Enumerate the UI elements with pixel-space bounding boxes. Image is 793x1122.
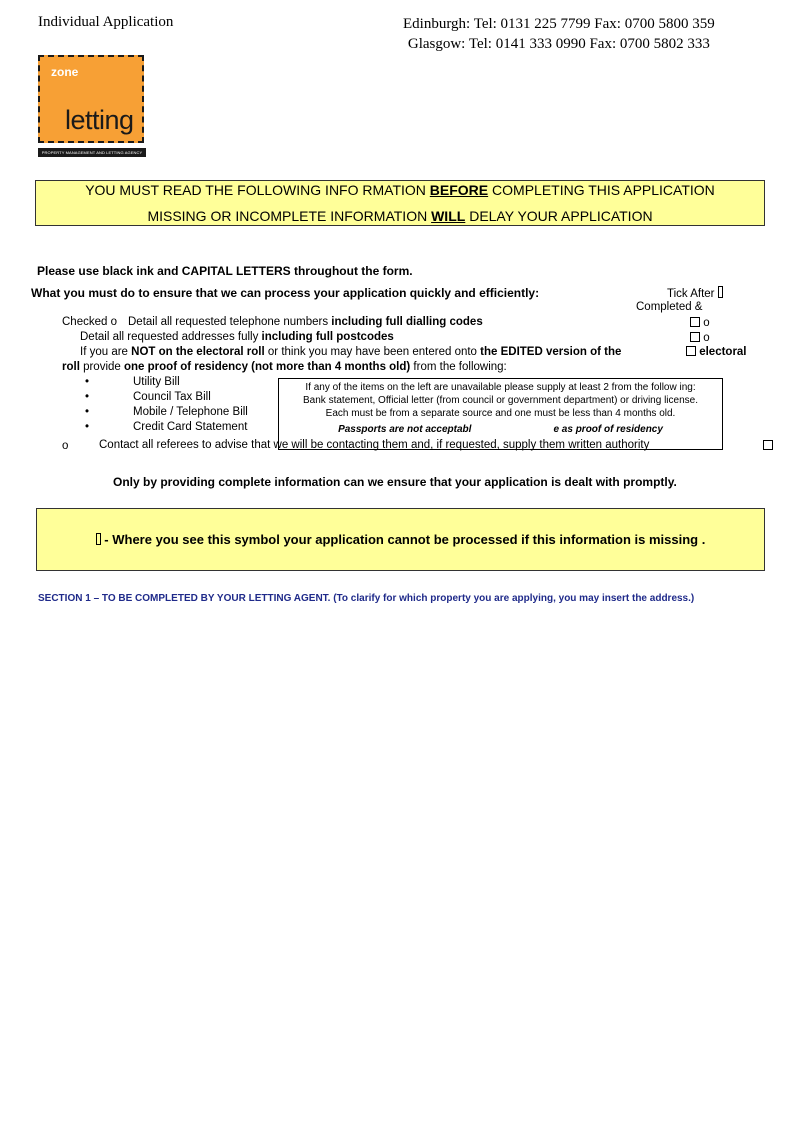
bullet: • [85,391,90,403]
zone-letting-logo [38,55,146,157]
notice-line-1: YOU MUST READ THE FOLLOWING INFO RMATION BEFORE COMPLETING THIS APPLICATION [85,182,715,198]
glasgow-contact: Glasgow: Tel: 0141 333 0990 Fax: 0700 5802 333 [407,36,710,52]
checked-label: Checked o [62,316,117,328]
required-symbol-icon [718,286,723,298]
ink-instruction: Please use black ink and CAPITAL LETTERS throughout the form. [37,264,413,278]
contact-details [403,14,715,54]
read-before-notice [35,180,765,226]
item-addresses: Detail all requested addresses fully including full postcodes [80,331,394,343]
list-item-phone-bill: Mobile / Telephone Bill [133,406,248,418]
bullet: • [85,376,90,388]
logo-strapline: PROPERTY MANAGEMENT AND LETTING AGENCY [38,148,146,157]
what-to-do-heading: What you must do to ensure that we can process your application quickly and efficiently: [31,286,540,300]
infobox-line-4: Passports are not acceptabl e as proof of residency [338,424,663,435]
section-1-heading: SECTION 1 – TO BE COMPLETED BY YOUR LETTING AGENT. (To clarify for which property you are applying, you may insert the address.) [38,593,695,604]
list-item-credit-card: Credit Card Statement [133,421,248,433]
infobox-line-1: If any of the items on the left are unavailable please supply at least 2 from the follow ing: [305,382,696,393]
symbol-explanation: - Where you see this symbol your application cannot be processed if this information is missing . [37,532,764,547]
edinburgh-contact: Edinburgh: Tel: 0131 225 7799 Fax: 0700 5800 359 [403,16,715,32]
notice-will-emphasis: WILL [431,208,466,224]
checkbox-addresses[interactable]: o [690,332,710,344]
item-contact-referees: Contact all referees to advise that we will be contacting them and, if requested, supply them written authority [99,439,650,451]
bullet-o: o [62,440,69,452]
completed-label: Completed & [636,301,703,313]
bullet: • [85,421,90,433]
item-telephone: Detail all requested telephone numbers including full dialling codes [128,316,483,328]
notice-before-emphasis: BEFORE [429,182,489,198]
list-item-utility-bill: Utility Bill [133,376,180,388]
form-title: Individual Application [38,14,174,30]
logo-zone-text: zone [51,65,79,79]
notice-line-2: MISSING OR INCOMPLETE INFORMATION WILL DELAY YOUR APPLICATION [147,208,653,224]
bullet: • [85,406,90,418]
list-item-council-tax: Council Tax Bill [133,391,211,403]
checkbox-telephone[interactable]: o [690,317,710,329]
checkbox-referees[interactable] [763,440,773,452]
missing-info-symbol-box [36,508,765,571]
item-proof-of-residency: roll provide one proof of residency (not more than 4 months old) from the following: [62,361,507,373]
logo-badge [38,55,144,143]
logo-letting-text: letting [65,105,134,135]
complete-info-note: Only by providing complete information can we ensure that your application is dealt with promptly. [113,475,677,489]
infobox-line-2: Bank statement, Official letter (from council or government department) or driving license. [303,395,698,406]
item-electoral-roll: If you are NOT on the electoral roll or think you may have been entered onto the EDITED version of the [80,346,622,358]
infobox-line-3: Each must be from a separate source and one must be less than 4 months old. [325,408,676,419]
checkbox-electoral[interactable]: electoral [686,346,747,358]
tick-after-label: Tick After [667,286,723,300]
